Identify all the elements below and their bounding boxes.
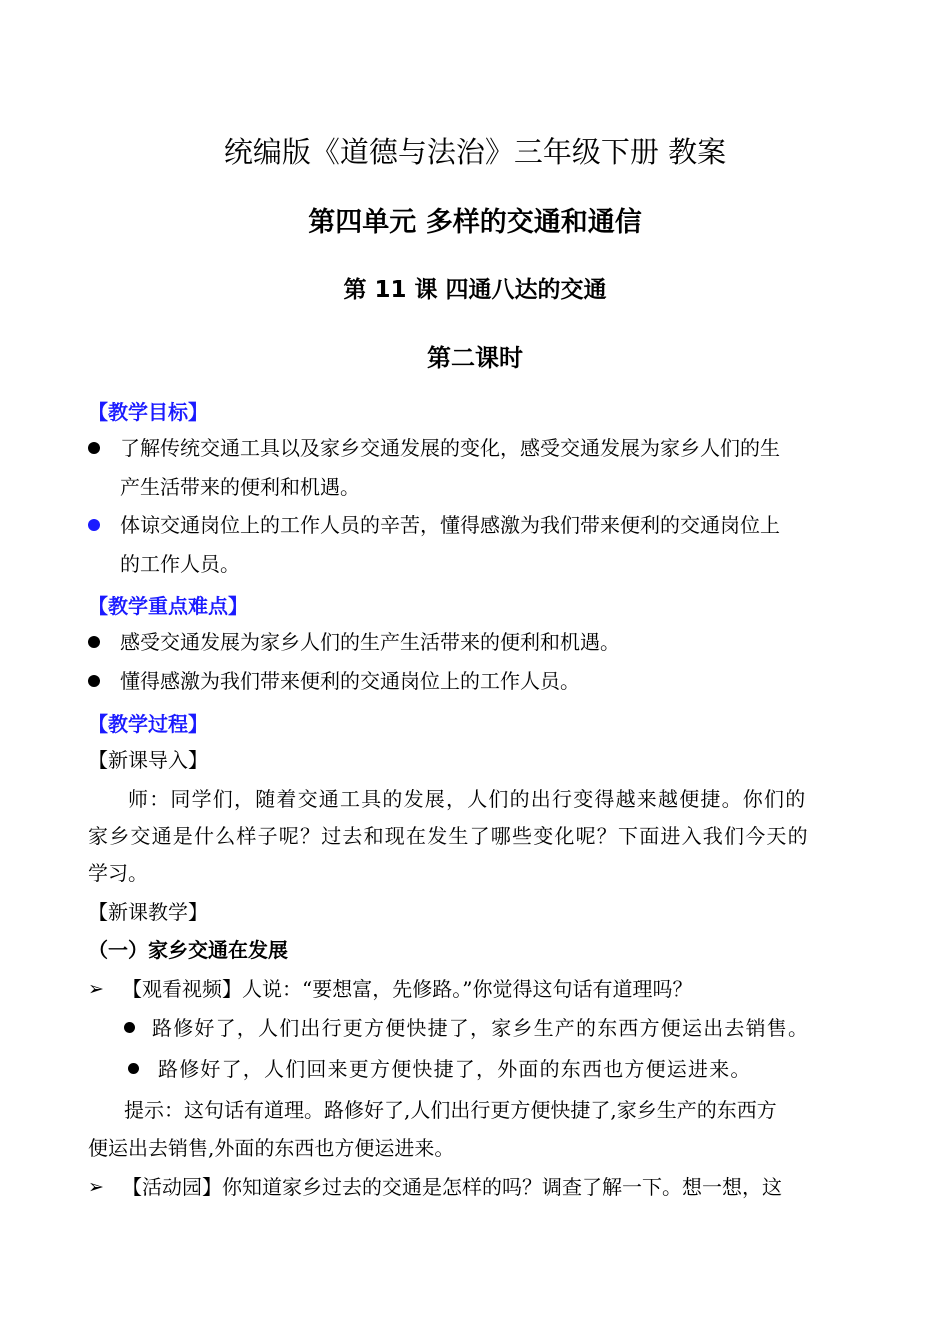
teach-label: 【新课教学】 [88, 900, 208, 924]
key-point-1: 感受交通发展为家乡人们的生产生活带来的便利和机遇。 [120, 630, 620, 654]
video-question: 【观看视频】人说：“要想富，先修路。”你觉得这句话有道理吗？ [122, 977, 693, 1001]
hint-line-1: 提示：这句话有道理。路修好了,人们出行更方便快捷了,家乡生产的东西方 [124, 1098, 777, 1122]
objective-2-line-1: 体谅交通岗位上的工作人员的辛苦，懂得感激为我们带来便利的交通岗位上 [120, 513, 780, 537]
section-1-title: （一）家乡交通在发展 [88, 938, 288, 962]
arrow-bullet-icon: ➢ [88, 1176, 104, 1198]
intro-label: 【新课导入】 [88, 748, 208, 772]
hint-line-2: 便运出去销售,外面的东西也方便运进来。 [88, 1136, 455, 1160]
objectives-heading: 【教学目标】 [88, 400, 208, 424]
document-title: 统编版《道德与法治》三年级下册 教案 [223, 135, 727, 169]
lesson-title: 第 11 课 四通八达的交通 [343, 277, 607, 303]
arrow-bullet-icon: ➢ [88, 978, 104, 1000]
bullet-icon [124, 1022, 135, 1033]
bullet-icon [128, 1063, 139, 1074]
period-title: 第二课时 [427, 344, 523, 372]
bullet-icon [88, 442, 100, 454]
objective-1-line-1: 了解传统交通工具以及家乡交通发展的变化，感受交通发展为家乡人们的生 [120, 436, 780, 460]
activity-line: 【活动园】你知道家乡过去的交通是怎样的吗？调查了解一下。想一想，这 [122, 1175, 782, 1199]
objective-1-line-2: 产生活带来的便利和机遇。 [120, 475, 360, 499]
answer-point-1: 路修好了，人们出行更方便快捷了，家乡生产的东西方便运出去销售。 [152, 1016, 810, 1040]
intro-paragraph-line-1: 师：同学们，随着交通工具的发展，人们的出行变得越来越便捷。你们的 [128, 787, 807, 811]
intro-paragraph-line-2: 家乡交通是什么样子呢？过去和现在发生了哪些变化呢？下面进入我们今天的 [88, 824, 809, 848]
objective-2-line-2: 的工作人员。 [120, 552, 240, 576]
intro-paragraph-line-3: 学习。 [88, 861, 148, 885]
bullet-icon [88, 675, 100, 687]
key-point-2: 懂得感激为我们带来便利的交通岗位上的工作人员。 [120, 669, 580, 693]
bullet-icon [88, 519, 100, 531]
bullet-icon [88, 636, 100, 648]
process-heading: 【教学过程】 [88, 712, 208, 736]
unit-title: 第四单元 多样的交通和通信 [308, 207, 642, 238]
key-points-heading: 【教学重点难点】 [88, 594, 248, 618]
answer-point-2: 路修好了，人们回来更方便快捷了，外面的东西也方便运进来。 [158, 1057, 752, 1081]
